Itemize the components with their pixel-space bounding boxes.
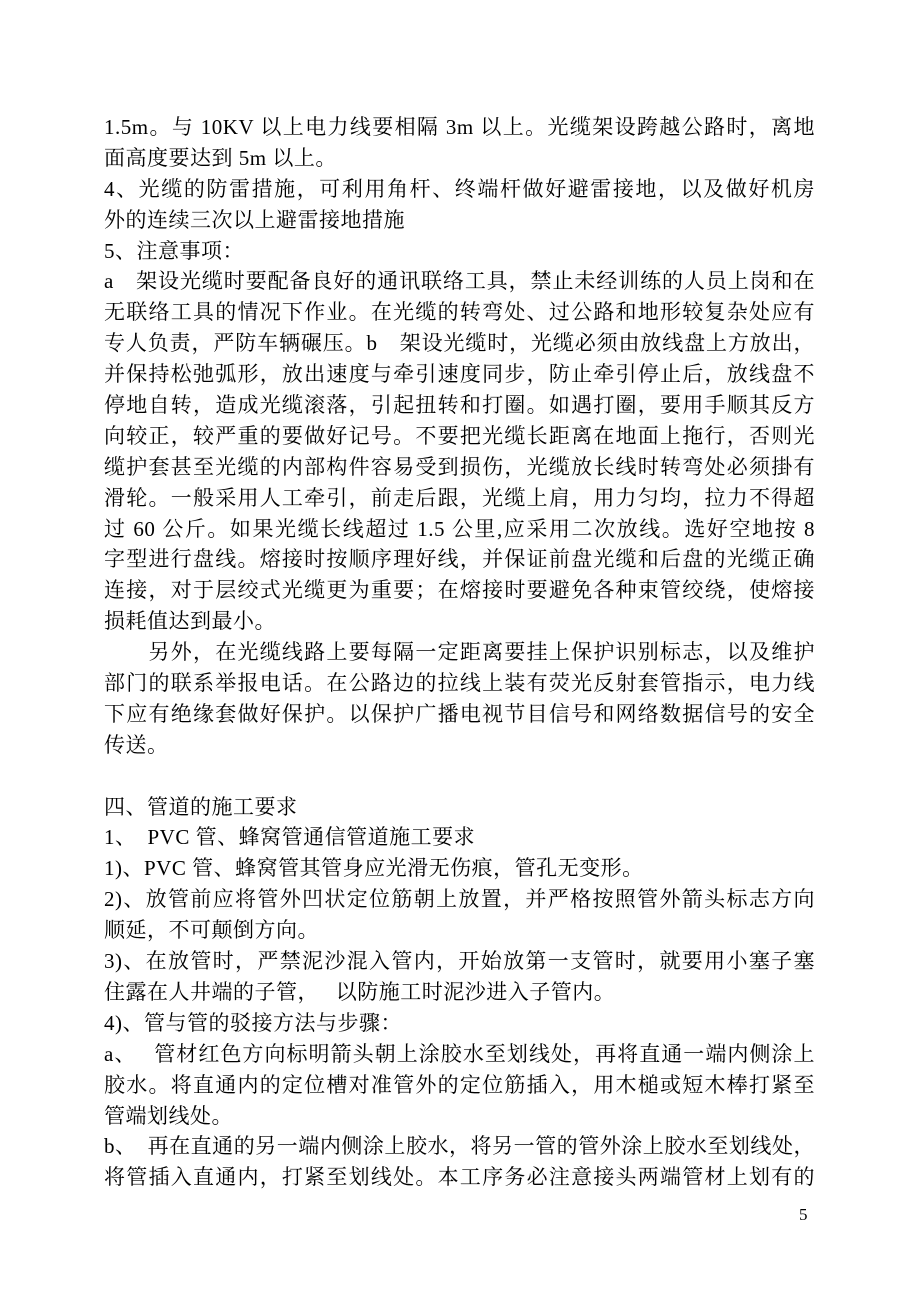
text-line: 损耗值达到最小。 bbox=[104, 609, 276, 634]
text-line: 部门的联系举报电话。在公路边的拉线上装有荧光反射套管指示，电力线 bbox=[104, 671, 815, 696]
text-line: 5、注意事项： bbox=[104, 238, 244, 263]
text-line: 缆护套甚至光缆的内部构件容易受到损伤，光缆放长线时转弯处必须掛有 bbox=[104, 454, 815, 479]
text-line: b、 再在直通的另一端内侧涂上胶水，将另一管的管外涂上胶水至划线处， bbox=[104, 1134, 815, 1159]
text-line: 四、管道的施工要求 bbox=[104, 794, 298, 819]
text-line: 字型进行盘线。熔接时按顺序理好线，并保证前盘光缆和后盘的光缆正确 bbox=[104, 547, 815, 572]
text-line: 4、光缆的防雷措施，可利用角杆、终端杆做好避雷接地，以及做好机房 bbox=[104, 176, 815, 201]
text-line: 专人负责，严防车辆碾压。b 架设光缆时，光缆必须由放线盘上方放出， bbox=[104, 331, 815, 356]
text-line: 3)、在放管时，严禁泥沙混入管内，开始放第一支管时，就要用小塞子塞 bbox=[104, 949, 815, 974]
text-line: 4)、管与管的驳接方法与步骤： bbox=[104, 1010, 402, 1035]
text-line: 胶水。将直通内的定位槽对准管外的定位筋插入，用木槌或短木棒打紧至 bbox=[104, 1072, 815, 1097]
text-line: 顺延，不可颠倒方向。 bbox=[104, 918, 319, 943]
text-line: 滑轮。一般采用人工牵引，前走后跟，光缆上肩，用力匀均，拉力不得超 bbox=[104, 485, 815, 510]
text-line: 管端划线处。 bbox=[104, 1103, 233, 1128]
text-line: 将管插入直通内，打紧至划线处。本工序务必注意接头两端管材上划有的 bbox=[104, 1165, 815, 1190]
text-line: 面高度要达到 5m 以上。 bbox=[104, 145, 337, 170]
text-line: 向较正，较严重的要做好记号。不要把光缆长距离在地面上拖行，否则光 bbox=[104, 423, 815, 448]
text-line: a 架设光缆时要配备良好的通讯联络工具，禁止未经训练的人员上岗和在 bbox=[104, 269, 815, 294]
text-line: 住露在人井端的子管， 以防施工时泥沙进入子管内。 bbox=[104, 979, 616, 1004]
text-line: 连接，对于层绞式光缆更为重要；在熔接时要避免各种束管绞绕，使熔接 bbox=[104, 578, 815, 603]
text-line: 外的连续三次以上避雷接地措施 bbox=[104, 207, 405, 232]
text-line: a、 管材红色方向标明箭头朝上涂胶水至划线处，再将直通一端内侧涂上 bbox=[104, 1041, 815, 1066]
text-line: 传送。 bbox=[104, 732, 169, 757]
page-number: 5 bbox=[799, 1205, 808, 1224]
text-line bbox=[104, 761, 815, 792]
text-line: 1)、PVC 管、蜂窝管其管身应光滑无伤痕，管孔无变形。 bbox=[104, 856, 644, 881]
text-line: 并保持松弛弧形，放出速度与牵引速度同步，防止牵引停止后，放线盘不 bbox=[104, 362, 815, 387]
text-line: 停地自转，造成光缆滚落，引起扭转和打圈。如遇打圈，要用手顺其反方 bbox=[104, 393, 815, 418]
text-line: 2)、放管前应将管外凹状定位筋朝上放置，并严格按照管外箭头标志方向 bbox=[104, 887, 815, 912]
text-line: 无联络工具的情况下作业。在光缆的转弯处、过公路和地形较复杂处应有 bbox=[104, 300, 815, 325]
text-line: 过 60 公斤。如果光缆长线超过 1.5 公里,应采用二次放线。选好空地按 8 bbox=[104, 516, 815, 541]
text-line: 下应有绝缘套做好保护。以保护广播电视节目信号和网络数据信号的安全 bbox=[104, 701, 815, 726]
text-body bbox=[104, 112, 815, 1193]
text-line: 另外，在光缆线路上要每隔一定距离要挂上保护识别标志，以及维护 bbox=[104, 640, 815, 665]
text-line: 1、 PVC 管、蜂窝管通信管道施工要求 bbox=[104, 825, 476, 850]
text-line: 1.5m。与 10KV 以上电力线要相隔 3m 以上。光缆架设跨越公路时，离地 bbox=[104, 115, 815, 139]
